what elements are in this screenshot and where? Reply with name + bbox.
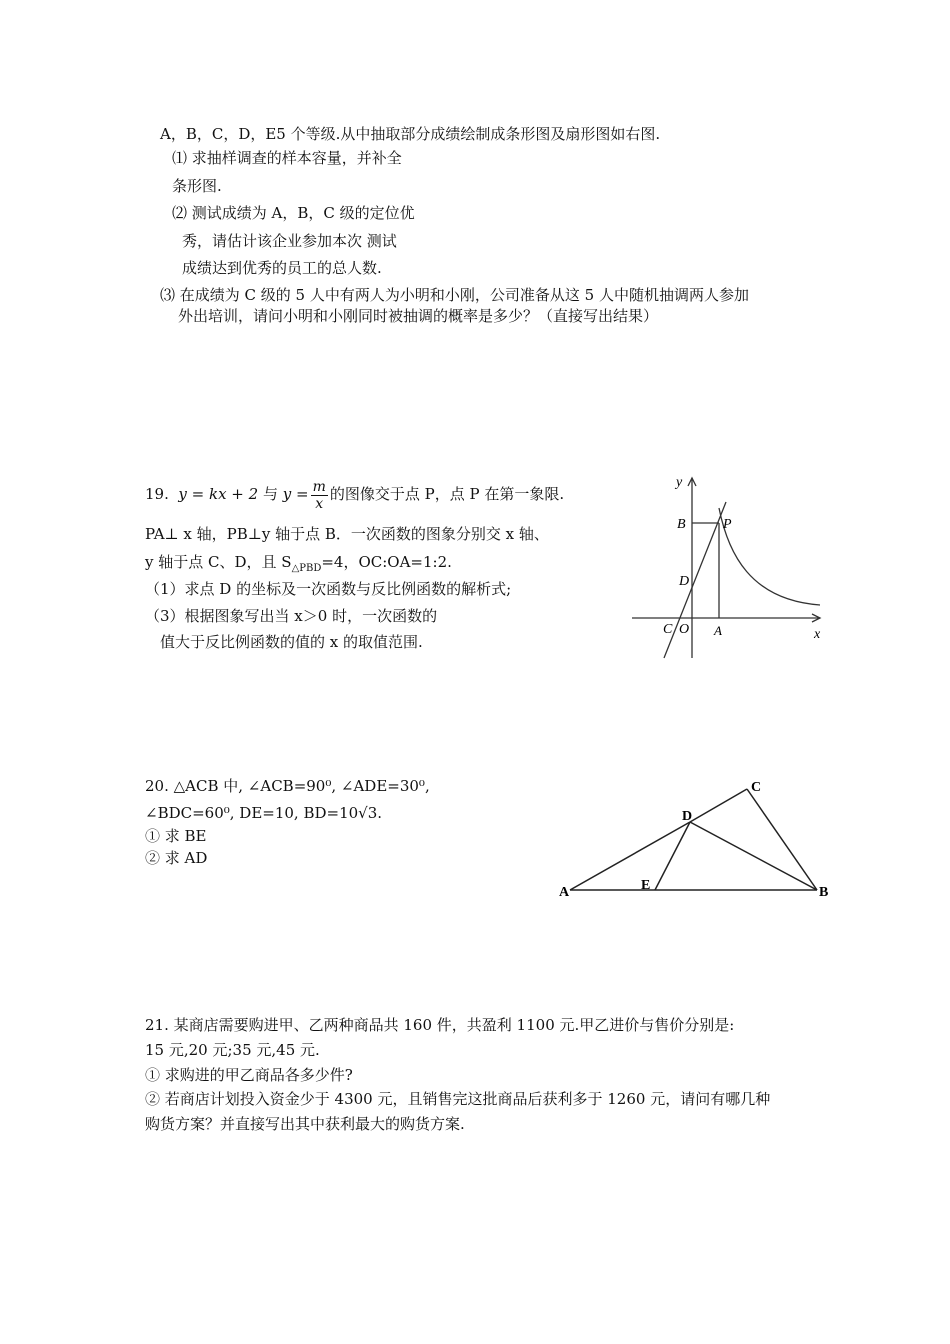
- q19-number: 19.: [145, 485, 169, 503]
- q19-part3-line2: 值大于反比例函数的值的 x 的取值范围.: [160, 633, 423, 651]
- q20-line1: 20. △ACB 中, ∠ACB=90⁰, ∠ADE=30⁰,: [145, 777, 430, 795]
- q20-part1: ① 求 BE: [145, 827, 207, 845]
- vertex-C: C: [751, 780, 762, 795]
- label-A: A: [714, 623, 722, 638]
- vertex-E: E: [641, 878, 651, 893]
- q19-line3-prefix: y 轴于点 C、D，且 S: [145, 553, 292, 571]
- segment-DB: [690, 822, 817, 890]
- q18-part1-line1: ⑴ 求抽样调查的样本容量，并补全: [172, 149, 402, 167]
- label-y: y: [676, 475, 683, 490]
- q19-line3-suffix: =4，OC:OA=1:2.: [321, 553, 452, 571]
- q21-line2: 15 元,20 元;35 元,45 元.: [145, 1041, 320, 1059]
- vertex-B: B: [819, 885, 829, 900]
- segment-DC: [690, 789, 747, 822]
- q19-line1-suffix: 的图像交于点 P，点 P 在第一象限.: [329, 485, 565, 503]
- q19-inverse-equation-prefix: y =: [282, 485, 309, 503]
- q19-part3-line1: （3）根据图象写出当 x＞0 时，一次函数的: [145, 607, 438, 625]
- q18-intro: A，B，C，D，E5 个等级.从中抽取部分成绩绘制成条形图及扇形图如右图.: [160, 125, 661, 143]
- q19-area-subscript: △PBD: [291, 563, 322, 574]
- q21-part2-line1: ② 若商店计划投入资金少于 4300 元，且销售完这批商品后获利多于 1260 元，请问有哪几种: [145, 1090, 771, 1108]
- q20-line2: ∠BDC=60⁰, DE=10, BD=10√3.: [145, 804, 383, 822]
- label-B: B: [677, 517, 686, 532]
- vertex-D: D: [682, 809, 693, 824]
- q19-linear-equation: y = kx + 2: [178, 485, 259, 503]
- q21-part1: ① 求购进的甲乙商品各多少件?: [145, 1066, 353, 1084]
- q19-fraction-denominator: x: [315, 495, 324, 512]
- q19-part1: （1）求点 D 的坐标及一次函数与反比例函数的解析式;: [145, 580, 512, 598]
- segment-CB: [747, 789, 817, 890]
- q19-connector: 与: [262, 485, 278, 503]
- q18-part2-line1: ⑵ 测试成绩为 A，B，C 级的定位优: [172, 204, 415, 222]
- q19-function-graph: [620, 468, 835, 668]
- label-O: O: [679, 622, 690, 637]
- vertex-A: A: [559, 885, 570, 900]
- q19-line2: PA⊥ x 轴，PB⊥y 轴于点 B．一次函数的图象分别交 x 轴、: [145, 525, 549, 543]
- q21-part2-line2: 购货方案？并直接写出其中获利最大的购货方案.: [145, 1115, 465, 1133]
- q20-triangle-figure: [555, 772, 840, 907]
- q19-fraction-numerator: m: [312, 478, 326, 495]
- label-x: x: [814, 627, 821, 642]
- label-P: P: [723, 517, 732, 532]
- q18-part2-line3: 成绩达到优秀的员工的总人数.: [182, 259, 382, 277]
- label-C: C: [663, 622, 673, 637]
- q19-line1: [145, 474, 564, 514]
- inverse-function-curve: [719, 508, 820, 605]
- q20-part2: ② 求 AD: [145, 849, 208, 867]
- q19-fraction: [311, 479, 328, 512]
- q19-line3: [145, 552, 452, 579]
- q18-part3-line2: 外出培训，请问小明和小刚同时被抽调的概率是多少？（直接写出结果）: [178, 307, 659, 325]
- q18-part1-line2: 条形图.: [172, 177, 222, 195]
- q18-part2-line2: 秀，请估计该企业参加本次 测试: [182, 232, 397, 250]
- label-D: D: [679, 574, 690, 589]
- q18-part3-line1: ⑶ 在成绩为 C 级的 5 人中有两人为小明和小刚，公司准备从这 5 人中随机抽调两人参加: [160, 286, 749, 304]
- q21-line1: 21. 某商店需要购进甲、乙两种商品共 160 件，共盈利 1100 元.甲乙进价与售价分别是:: [145, 1016, 735, 1034]
